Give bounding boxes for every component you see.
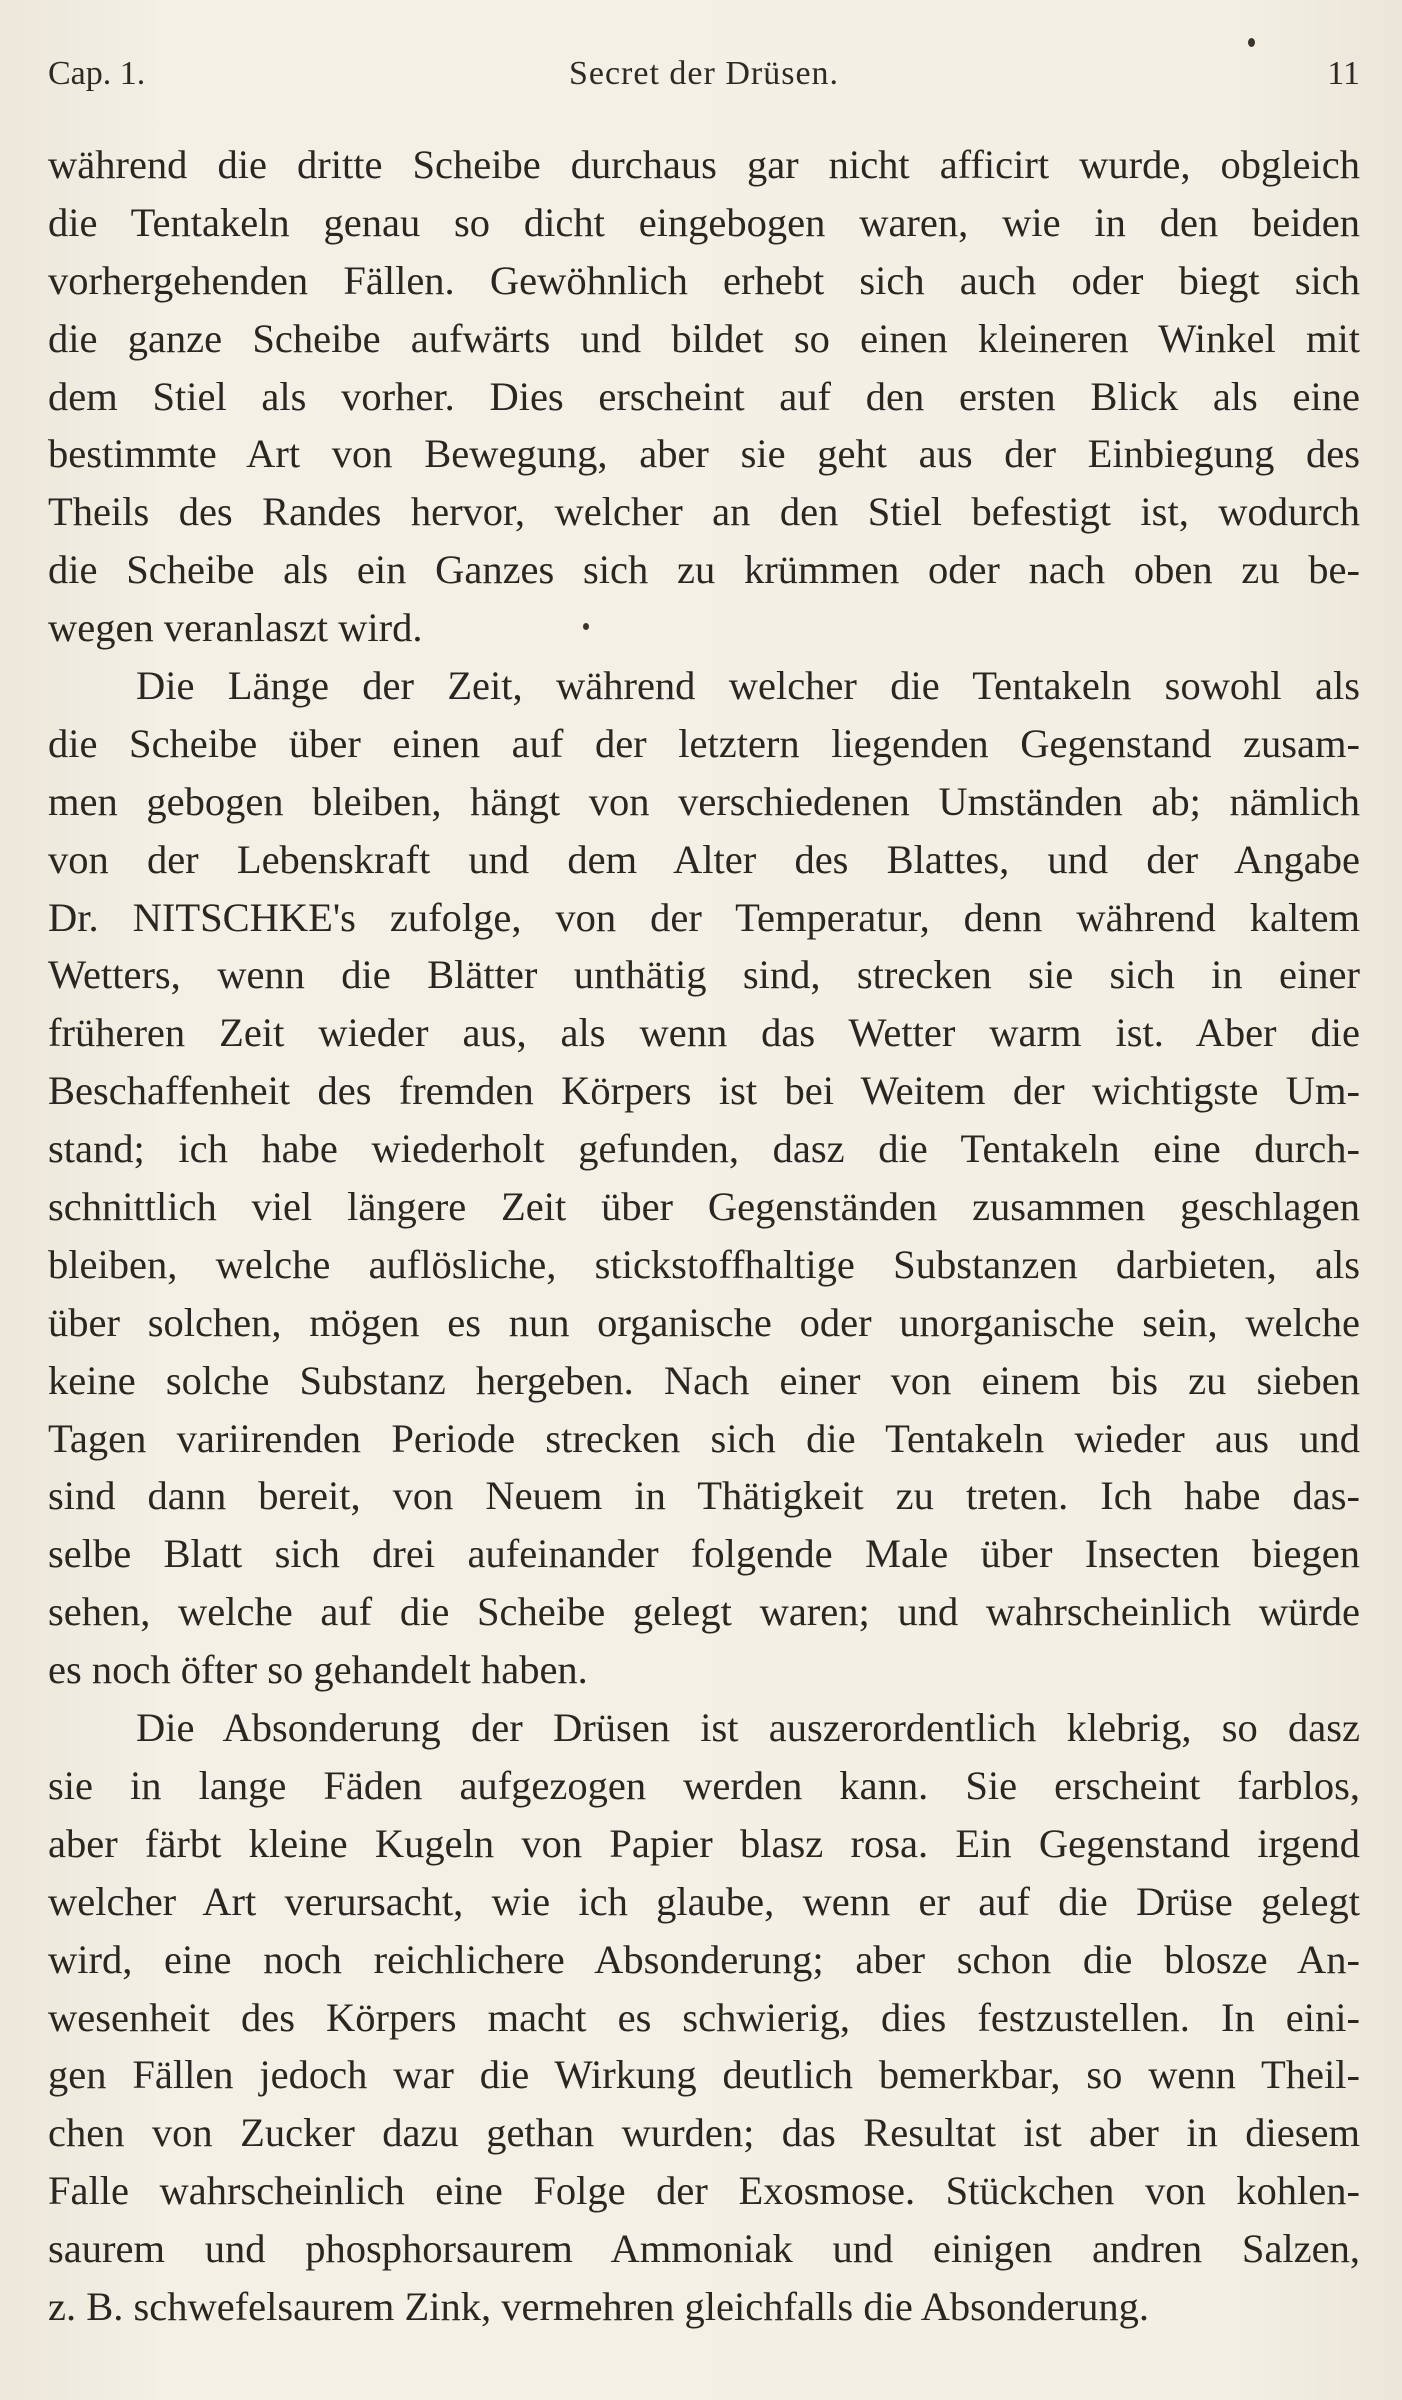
text-line: Wetters, wenn die Blätter unthätig sind, strecken sie sich in einer: [48, 952, 1360, 998]
text-line: Tagen variirenden Periode strecken sich die Tentakeln wieder aus und: [48, 1415, 1360, 1461]
text-line: schnittlich viel längere Zeit über Gegenständen zusammen geschlagen: [48, 1184, 1360, 1230]
paragraph: [48, 1699, 1360, 2336]
text-line: stand; ich habe wiederholt gefunden, dasz die Tentakeln eine durch-: [48, 1126, 1360, 1172]
text-line: von der Lebenskraft und dem Alter des Blattes, und der Angabe: [48, 836, 1360, 882]
text-line: men gebogen bleiben, hängt von verschiedenen Umständen ab; nämlich: [48, 778, 1360, 824]
paragraph: [48, 136, 1360, 657]
text-line: Beschaffenheit des fremden Körpers ist bei Weitem der wichtigste Um-: [48, 1068, 1360, 1114]
text-line: die ganze Scheibe aufwärts und bildet so einen kleineren Winkel mit: [48, 315, 1360, 361]
text-line: vorhergehenden Fällen. Gewöhnlich erhebt sich auch oder biegt sich: [48, 257, 1360, 303]
chapter-label: Cap. 1.: [48, 55, 146, 92]
text-line: saurem und phosphorsaurem Ammoniak und einigen andren Salzen,: [48, 2226, 1360, 2272]
text-line: sie in lange Fäden aufgezogen werden kann. Sie erscheint farblos,: [48, 1762, 1360, 1808]
text-line: sehen, welche auf die Scheibe gelegt waren; und wahrscheinlich würde: [48, 1589, 1360, 1635]
text-line: es noch öfter so gehandelt haben.: [48, 1647, 588, 1693]
text-line: selbe Blatt sich drei aufeinander folgende Male über Insecten biegen: [48, 1531, 1360, 1577]
text-line: sind dann bereit, von Neuem in Thätigkeit zu treten. Ich habe das-: [48, 1473, 1360, 1519]
text-line: dem Stiel als vorher. Dies erscheint auf den ersten Blick als eine: [48, 373, 1360, 419]
text-line: keine solche Substanz hergeben. Nach einer von einem bis zu sieben: [48, 1357, 1360, 1403]
text-line: wegen veranlaszt wird.: [48, 605, 423, 651]
text-line: z. B. schwefelsaurem Zink, vermehren gleichfalls die Absonderung.: [48, 2283, 1150, 2329]
text-line: wird, eine noch reichlichere Absonderung; aber schon die blosze An-: [48, 1936, 1360, 1982]
text-line: Falle wahrscheinlich eine Folge der Exosmose. Stückchen von kohlen-: [48, 2168, 1360, 2214]
paragraph: [48, 657, 1360, 1699]
text-line: Die Absonderung der Drüsen ist auszerordentlich klebrig, so dasz: [136, 1705, 1360, 1751]
text-line: Theils des Randes hervor, welcher an den Stiel befestigt ist, wodurch: [48, 489, 1360, 535]
text-line: bleiben, welche auflösliche, stickstoffhaltige Substanzen darbieten, als: [48, 1241, 1360, 1287]
text-line: chen von Zucker dazu gethan wurden; das Resultat ist aber in diesem: [48, 2110, 1360, 2156]
text-line: die Scheibe als ein Ganzes sich zu krümmen oder nach oben zu be-: [48, 547, 1360, 593]
text-line: über solchen, mögen es nun organische oder unorganische sein, welche: [48, 1299, 1360, 1345]
text-line: wesenheit des Körpers macht es schwierig, dies festzustellen. In eini-: [48, 1994, 1360, 2040]
running-header: [48, 46, 1360, 102]
text-line: welcher Art verursacht, wie ich glaube, wenn er auf die Drüse gelegt: [48, 1878, 1360, 1924]
text-line: während die dritte Scheibe durchaus gar nicht afficirt wurde, obgleich: [48, 142, 1360, 187]
text-line: Die Länge der Zeit, während welcher die Tentakeln sowohl als: [136, 663, 1360, 709]
text-line: Dr. NITSCHKE's zufolge, von der Temperatur, denn während kaltem: [48, 894, 1360, 940]
text-line: gen Fällen jedoch war die Wirkung deutlich bemerkbar, so wenn Theil-: [48, 2052, 1360, 2098]
text-line: bestimmte Art von Bewegung, aber sie geht aus der Einbiegung des: [48, 431, 1360, 477]
text-line: aber färbt kleine Kugeln von Papier blasz rosa. Ein Gegenstand irgend: [48, 1820, 1360, 1866]
text-line: die Tentakeln genau so dicht eingebogen waren, wie in den beiden: [48, 199, 1360, 245]
running-title: Secret der Drüsen.: [568, 55, 840, 92]
page-number: 11: [1327, 55, 1360, 92]
text-line: die Scheibe über einen auf der letztern liegenden Gegenstand zusam-: [48, 720, 1360, 766]
body-text: [48, 136, 1360, 2336]
text-line: früheren Zeit wieder aus, als wenn das Wetter warm ist. Aber die: [48, 1010, 1360, 1056]
